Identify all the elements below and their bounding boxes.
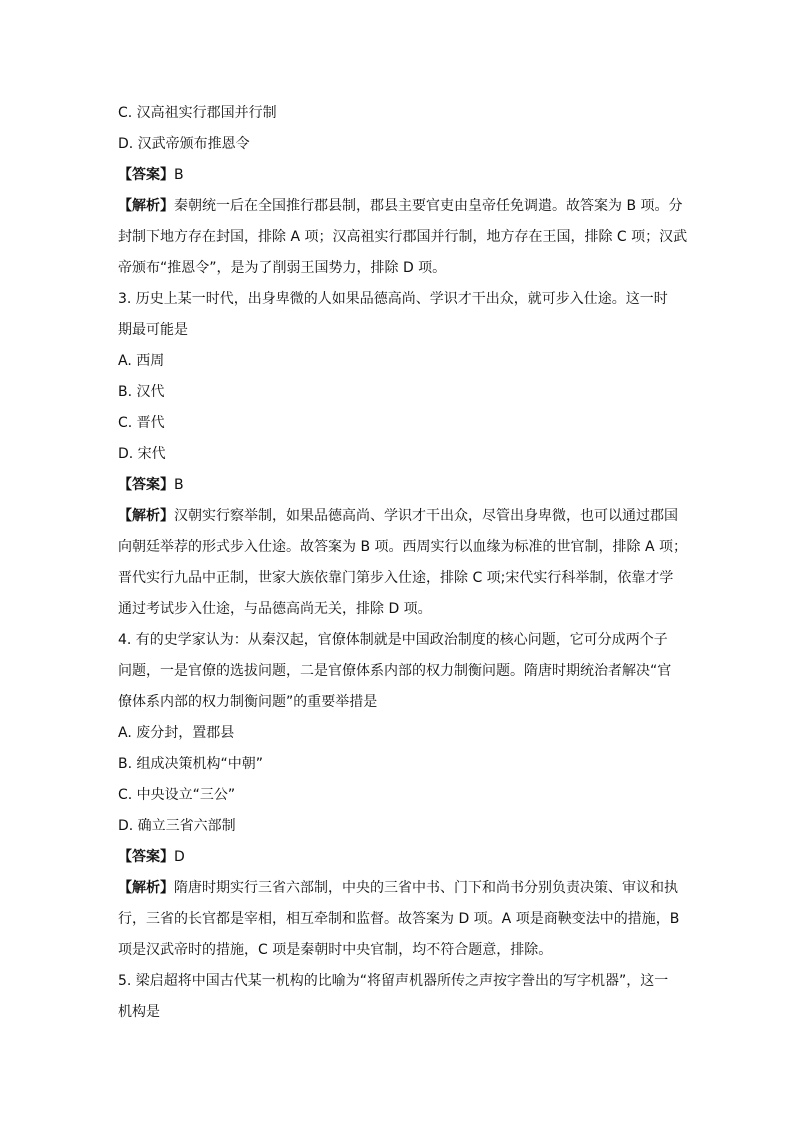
explanation-text: 封制下地方存在封国，排除 A 项；汉高祖实行郡国并行制，地方存在王国，排除 C 项；汉武 xyxy=(118,229,688,245)
explanation-line xyxy=(118,563,678,594)
question-line: 问题，一是官僚的选拔问题，二是官僚体系内部的权力制衡问题。隋唐时期统治者解决“官 xyxy=(118,663,672,679)
answer-option: C. 汉高祖实行郡国并行制 xyxy=(118,105,277,121)
question-line: 机构是 xyxy=(118,1004,160,1020)
explanation-line xyxy=(118,532,687,563)
explanation-line xyxy=(118,935,678,966)
explanation-text: 汉朝实行察举制，如果品德高尚、学识才干出众，尽管出身卑微，也可以通过郡国 xyxy=(174,508,678,524)
answer-line xyxy=(118,470,678,501)
question-line: 僚体系内部的权力制衡问题”的重要举措是 xyxy=(118,694,378,710)
answer-option: C. 晋代 xyxy=(118,415,165,431)
answer-option: A. 西周 xyxy=(118,353,165,369)
explanation-text: 向朝廷举荐的形式步入仕途。故答案为 B 项。西周实行以血缘为标准的世官制，排除 A 项； xyxy=(118,539,687,555)
explanation-label: 【解析】 xyxy=(118,508,174,524)
answer-option: D. 宋代 xyxy=(118,446,166,462)
explanation-line xyxy=(118,222,688,253)
question-line: 3. 历史上某一时代，出身卑微的人如果品德高尚、学识才干出众，就可步入仕途。这一时 xyxy=(118,291,668,307)
answer-value: D xyxy=(174,849,185,865)
question-line: 4. 有的史学家认为：从秦汉起，官僚体制就是中国政治制度的核心问题，它可分成两个子 xyxy=(118,632,668,648)
answer-value: B xyxy=(174,167,184,183)
answer-label: 【答案】 xyxy=(118,849,174,865)
explanation-text: 通过考试步入仕途，与品德高尚无关，排除 D 项。 xyxy=(118,601,432,617)
answer-line xyxy=(118,842,678,873)
explanation-text: 行，三省的长官都是宰相，相互牵制和监督。故答案为 D 项。A 项是商鞅变法中的措施，B xyxy=(118,911,680,927)
answer-label: 【答案】 xyxy=(118,477,174,493)
explanation-line xyxy=(118,501,678,532)
explanation-text: 隋唐时期实行三省六部制，中央的三省中书、门下和尚书分别负责决策、审议和执 xyxy=(174,880,678,896)
explanation-line xyxy=(118,594,678,625)
answer-line xyxy=(118,160,678,191)
answer-option: B. 组成决策机构“中朝” xyxy=(118,756,264,772)
answer-option: D. 确立三省六部制 xyxy=(118,818,236,834)
answer-option: B. 汉代 xyxy=(118,384,165,400)
document-content xyxy=(118,98,688,1028)
explanation-line xyxy=(118,191,683,222)
explanation-text: 帝颁布“推恩令”，是为了削弱王国势力，排除 D 项。 xyxy=(118,260,447,276)
answer-option: C. 中央设立“三公” xyxy=(118,787,236,803)
explanation-label: 【解析】 xyxy=(118,880,174,896)
explanation-line xyxy=(118,253,678,284)
explanation-line xyxy=(118,873,678,904)
explanation-label: 【解析】 xyxy=(118,198,174,214)
question-line: 5. 梁启超将中国古代某一机构的比喻为“将留声机器所传之声按字誊出的写字机器”，这一 xyxy=(118,973,669,989)
explanation-text: 晋代实行九品中正制，世家大族依靠门第步入仕途，排除 C 项;宋代实行科举制，依靠才学 xyxy=(118,570,674,586)
answer-option: A. 废分封，置郡县 xyxy=(118,725,235,741)
answer-value: B xyxy=(174,477,184,493)
explanation-text: 项是汉武帝时的措施，C 项是秦朝时中央官制，均不符合题意，排除。 xyxy=(118,942,553,958)
question-line: 期最可能是 xyxy=(118,322,188,338)
explanation-line xyxy=(118,904,678,935)
answer-option: D. 汉武帝颁布推恩令 xyxy=(118,136,250,152)
explanation-text: 秦朝统一后在全国推行郡县制，郡县主要官吏由皇帝任免调遣。故答案为 B 项。分 xyxy=(174,198,683,214)
answer-label: 【答案】 xyxy=(118,167,174,183)
